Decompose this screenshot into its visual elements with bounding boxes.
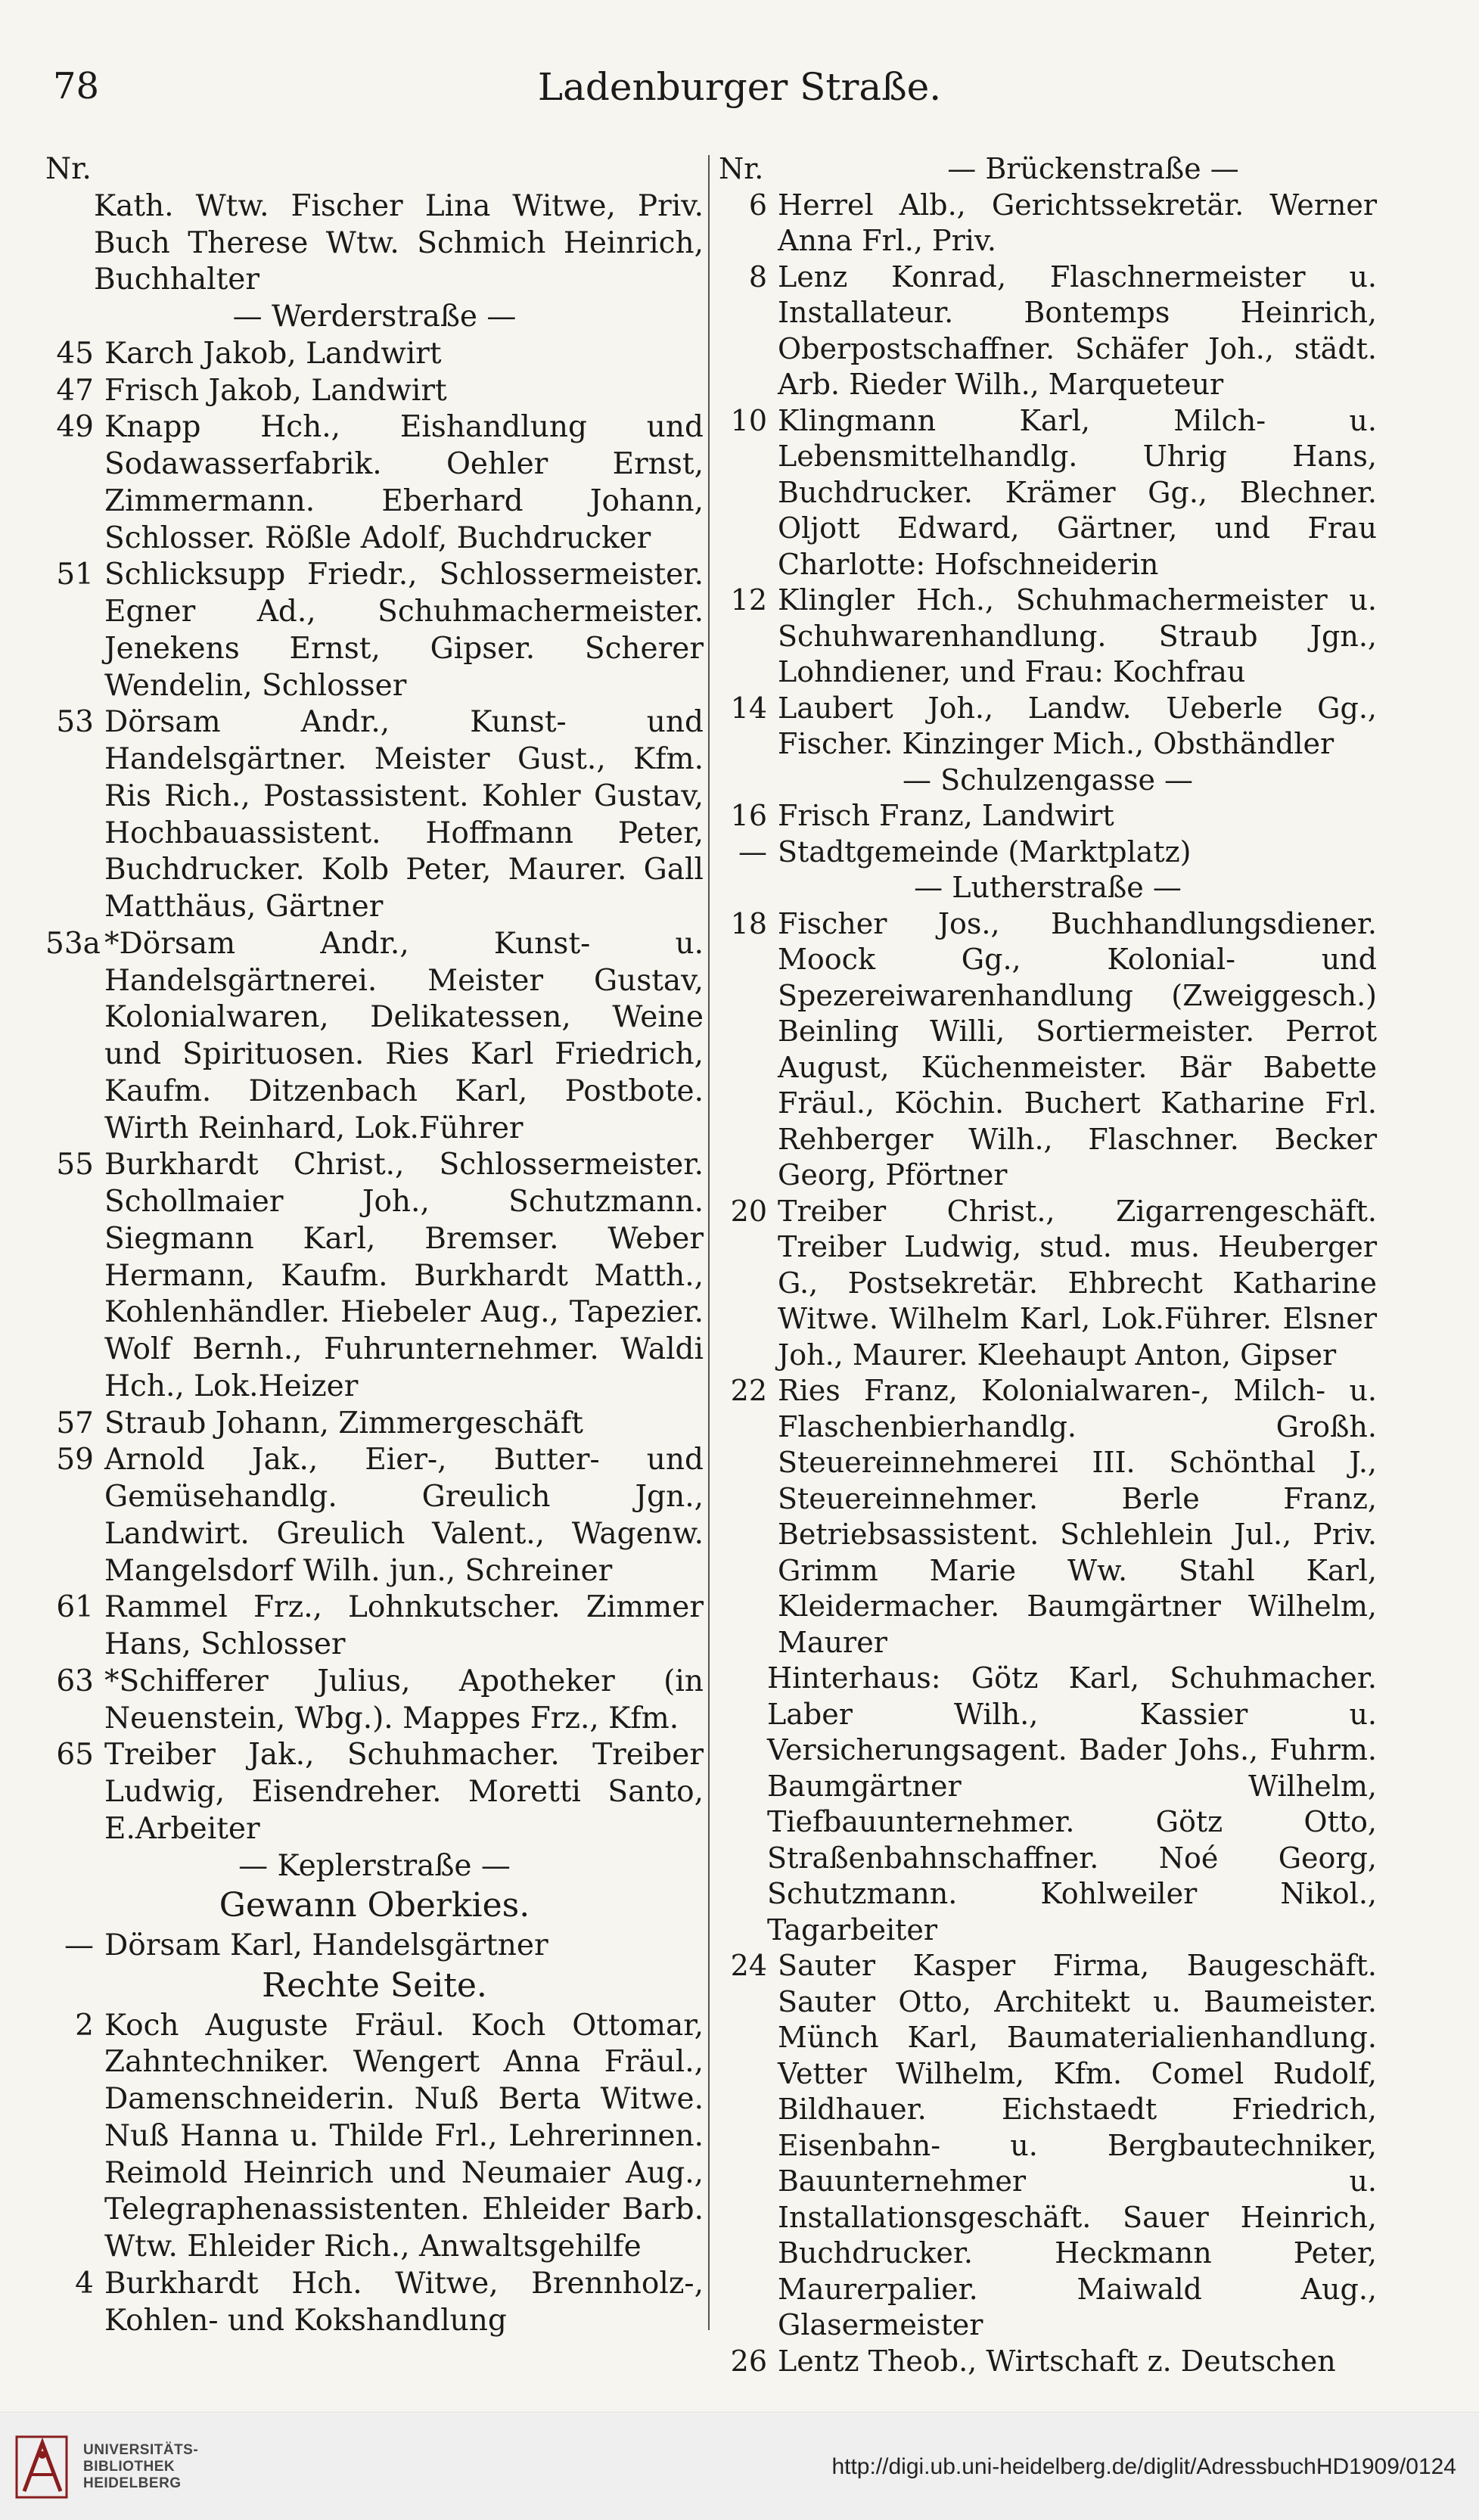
street-header: — Werderstraße — — [232, 300, 517, 334]
address-entry — [719, 906, 1377, 1194]
address-entry — [719, 834, 1377, 871]
house-number: 65 — [56, 1738, 94, 1773]
resident-list: Lenz Konrad, Flaschnermeister u. Installateur. Bontemps Heinrich, Oberpostschaffner. Schäfer Joh., städt. Arb. Rieder Wilh., Marqueteur — [778, 259, 1377, 401]
address-entry — [719, 798, 1377, 834]
house-number: 45 — [56, 336, 94, 371]
address-entry — [45, 2008, 704, 2266]
footer-bar — [0, 2413, 1479, 2520]
resident-list: Straub Johann, Zimmergeschäft — [104, 1406, 583, 1440]
resident-list: Schlicksupp Friedr., Schlossermeister. Egner Ad., Schuhmachermeister. Jenekens Ernst, Gipser. Scherer Wendelin, Schlosser — [104, 558, 704, 703]
resident-list: Klingler Hch., Schuhmachermeister u. Schuhwarenhandlung. Straub Jgn., Lohndiener, und Frau: Kochfrau — [778, 583, 1377, 688]
street-header: — Brückenstraße — — [947, 152, 1239, 185]
house-number: 22 — [730, 1374, 767, 1407]
house-number: 18 — [730, 906, 767, 940]
column-label-row — [719, 151, 1377, 188]
resident-list: Treiber Jak., Schuhmacher. Treiber Ludwig, Eisendreher. Moretti Santo, E.Arbeiter — [104, 1738, 704, 1846]
address-entry — [719, 583, 1377, 691]
house-number: 14 — [730, 691, 767, 725]
address-entry — [45, 1147, 704, 1405]
resident-list: Knapp Hch., Eishandlung und Sodawasserfabrik. Oehler Ernst, Zimmermann. Eberhard Johann, Schlosser. Rößle Adolf, Buchdrucker — [104, 410, 704, 555]
address-entry — [45, 1664, 704, 1738]
house-number: 26 — [730, 2344, 767, 2378]
address-entry — [45, 1442, 704, 1589]
source-url[interactable]: http://digi.ub.uni-heidelberg.de/diglit/AdressbuchHD1909/0124 — [831, 2454, 1456, 2479]
house-number: 24 — [730, 1949, 767, 1982]
left-column — [45, 151, 704, 2339]
resident-list: Klingmann Karl, Milch- u. Lebensmittelhandlg. Uhrig Hans, Buchdrucker. Krämer Gg., Blechner. Oljott Edward, Gärtner, und Frau Charlotte: Hofschneiderin — [778, 403, 1377, 581]
column-divider — [708, 155, 710, 2330]
resident-list: Fischer Jos., Buchhandlungsdiener. Moock Gg., Kolonial- und Spezereiwarenhandlung (Zweiggesch.) Beinling Willi, Sortiermeister. Perrot August, Küchenmeister. Bär Babette Fräul., Köchin. Buchert Katharine Frl. Rehberger Wilh., Flaschner. Becker Georg, Pförtner — [778, 906, 1377, 1192]
address-entry — [45, 409, 704, 557]
house-number: 53 — [56, 705, 94, 740]
house-number: 47 — [56, 373, 94, 408]
resident-list: Dörsam Andr., Kunst- und Handelsgärtner. Meister Gust., Kfm. Ris Rich., Postassistent. Kohler Gustav, Hochbauassistent. Hoffmann Peter, Buchdrucker. Kolb Peter, Maurer. Gall Matthäus, Gärtner — [104, 705, 704, 924]
house-number: 59 — [56, 1443, 94, 1478]
section-subheading: Gewann Oberkies. — [219, 1886, 530, 1925]
street-header: — Lutherstraße — — [914, 871, 1182, 904]
address-entry — [719, 1948, 1377, 2344]
address-entry — [719, 691, 1377, 763]
entry-continuation: Hinterhaus: Götz Karl, Schuhmacher. Laber Wilh., Kassier u. Versicherungsagent. Bader Johs., Fuhrm. Baumgärtner Wilhelm, Tiefbauunternehmer. Götz Otto, Straßenbahnschaffner. Noé Georg, Schutzmann. Kohlweiler Nikol., Tagarbeiter — [767, 1661, 1377, 1947]
house-number: 55 — [56, 1148, 94, 1182]
house-number: — — [64, 1928, 94, 1962]
house-number: 6 — [748, 188, 767, 222]
resident-list: Ries Franz, Kolonialwaren-, Milch- u. Flaschenbierhandlg. Großh. Steuereinnehmerei III. Schönthal J., Steuereinnehmer. Berle Franz, Betriebsassistent. Schlehlein Jul., Priv. Grimm Marie Ww. Stahl Karl, Kleidermacher. Baumgärtner Wilhelm, Maurer — [778, 1374, 1377, 1659]
house-number: 57 — [56, 1406, 94, 1440]
resident-list: Sauter Kasper Firma, Baugeschäft. Sauter Otto, Architekt u. Baumeister. Münch Karl, Baumaterialienhandlung. Vetter Wilhelm, Kfm. Comel Rudolf, Bildhauer. Eichstaedt Friedrich, Eisenbahn- u. Bergbautechniker, Bauunternehmer u. Installationsgeschäft. Sauer Heinrich, Buchdrucker. Heckmann Peter, Maurerpalier. Maiwald Aug., Glasermeister — [778, 1949, 1377, 2341]
resident-list: Arnold Jak., Eier-, Butter- und Gemüsehandlg. Greulich Jgn., Landwirt. Greulich Valent., Wagenw. Mangelsdorf Wilh. jun., Schreiner — [104, 1443, 704, 1588]
address-entry — [719, 259, 1377, 403]
house-number: 4 — [75, 2266, 94, 2301]
address-entry — [45, 1737, 704, 1847]
address-entry — [45, 2266, 704, 2340]
library-logo-icon — [15, 2432, 70, 2502]
address-entry — [45, 1589, 704, 1664]
resident-list: Herrel Alb., Gerichtssekretär. Werner Anna Frl., Priv. — [778, 188, 1377, 257]
library-name-line: BIBLIOTHEK — [83, 2459, 176, 2475]
address-entry — [45, 1406, 704, 1443]
resident-list: Frisch Franz, Landwirt — [778, 799, 1114, 832]
house-number: 12 — [730, 583, 767, 617]
address-entry — [45, 926, 704, 1148]
resident-list: Lentz Theob., Wirtschaft z. Deutschen — [778, 2344, 1336, 2378]
house-number: 49 — [56, 410, 94, 445]
resident-list: Rammel Frz., Lohnkutscher. Zimmer Hans, Schlosser — [104, 1590, 704, 1661]
house-number: 10 — [730, 403, 767, 437]
street-header: — Keplerstraße — — [238, 1848, 511, 1883]
address-entry — [45, 373, 704, 410]
library-name-line: UNIVERSITÄTS- — [83, 2442, 199, 2458]
column-label: Nr. — [45, 152, 92, 186]
address-entry — [45, 557, 704, 704]
house-number: — — [738, 834, 767, 868]
address-entry — [45, 1928, 704, 1965]
street-header: — Schulzengasse — — [902, 763, 1194, 797]
resident-list: Burkhardt Hch. Witwe, Brennholz-, Kohlen- und Kokshandlung — [104, 2266, 704, 2338]
resident-list: *Dörsam Andr., Kunst- u. Handelsgärtnerei. Meister Gustav, Kolonialwaren, Delikatessen, Weine und Spirituosen. Ries Karl Friedrich, Kaufm. Ditzenbach Karl, Postbote. Wirth Reinhard, Lok.Führer — [104, 926, 704, 1145]
section-subheading: Rechte Seite. — [262, 1965, 487, 2005]
house-number: 16 — [730, 799, 767, 832]
house-number: 51 — [56, 558, 94, 592]
library-name — [83, 2442, 198, 2492]
column-label: Nr. — [719, 152, 764, 185]
library-name-line: HEIDELBERG — [83, 2475, 182, 2491]
address-entry — [45, 336, 704, 373]
resident-list: Laubert Joh., Landw. Ueberle Gg., Fischer. Kinzinger Mich., Obsthändler — [778, 691, 1377, 760]
resident-list: Koch Auguste Fräul. Koch Ottomar, Zahntechniker. Wengert Anna Fräul., Damenschneiderin. Nuß Berta Witwe. Nuß Hanna u. Thilde Frl., Lehrerinnen. Reimold Heinrich und Neumaier Aug., Telegraphenassistenten. Ehleider Barb. Wtw. Ehleider Rich., Anwaltsgehilfe — [104, 2008, 704, 2264]
address-entry — [719, 1373, 1377, 1661]
resident-list: Frisch Jakob, Landwirt — [104, 373, 447, 408]
address-entry — [719, 2344, 1377, 2380]
house-number: 53a — [45, 926, 101, 961]
resident-list: Dörsam Karl, Handelsgärtner — [104, 1928, 548, 1962]
address-entry — [719, 188, 1377, 259]
resident-list: Stadtgemeinde (Marktplatz) — [778, 834, 1192, 868]
address-entry — [719, 1194, 1377, 1374]
footer-rule — [0, 2412, 1479, 2413]
resident-list: *Schifferer Julius, Apotheker (in Neuenstein, Wbg.). Mappes Frz., Kfm. — [104, 1664, 704, 1735]
house-number: 8 — [748, 259, 767, 294]
resident-list: Treiber Christ., Zigarrengeschäft. Treiber Ludwig, stud. mus. Heuberger G., Postsekretär. Ehbrecht Katharine Witwe. Wilhelm Karl, Lok.Führer. Elsner Joh., Maurer. Kleehaupt Anton, Gipser — [778, 1194, 1377, 1372]
house-number: 61 — [56, 1590, 94, 1625]
entry-continuation: Kath. Wtw. Fischer Lina Witwe, Priv. Buch Therese Wtw. Schmich Heinrich, Buchhalter — [94, 188, 704, 297]
house-number: 20 — [730, 1194, 767, 1228]
page-number: 78 — [53, 65, 100, 107]
house-number: 63 — [56, 1664, 94, 1698]
address-entry — [719, 403, 1377, 583]
house-number: 2 — [75, 2008, 94, 2043]
running-head: Ladenburger Straße. — [537, 65, 942, 109]
right-column — [719, 151, 1377, 2379]
address-entry — [45, 704, 704, 926]
resident-list: Karch Jakob, Landwirt — [104, 336, 442, 371]
resident-list: Burkhardt Christ., Schlossermeister. Schollmaier Joh., Schutzmann. Siegmann Karl, Bremser. Weber Hermann, Kaufm. Burkhardt Matth., Kohlenhändler. Hiebeler Aug., Tapezier. Wolf Bernh., Fuhrunternehmer. Waldi Hch., Lok.Heizer — [104, 1148, 704, 1403]
